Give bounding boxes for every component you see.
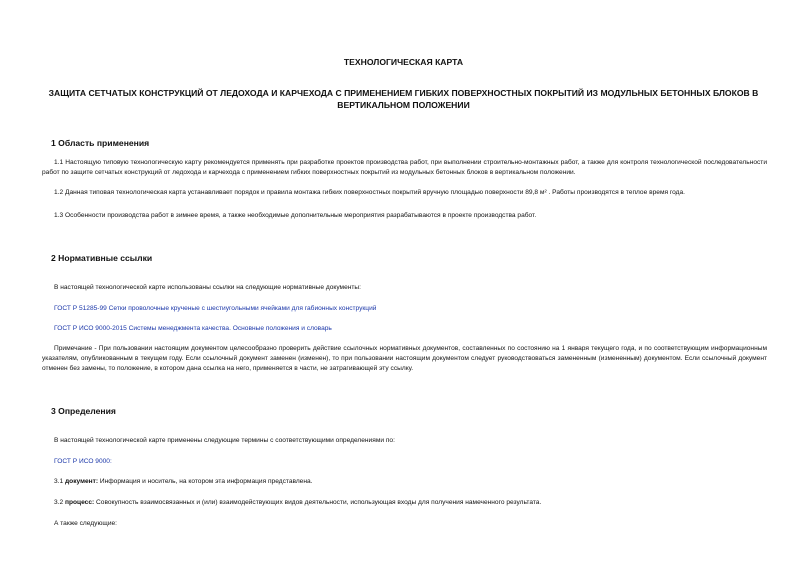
section-3-intro: В настоящей технологической карте применены следующие термины с соответствующими определениями по: [54, 437, 395, 444]
section-1-paragraph-3: 1.3 Особенности производства работ в зимнее время, а также необходимые дополнительные мероприятия разрабатываются в проекте производства работ. [54, 212, 537, 219]
reference-link-gost-iso-9000[interactable]: ГОСТ Р ИСО 9000: [54, 458, 112, 465]
definition-3-2 [54, 498, 767, 508]
reference-link-gost-51285[interactable]: ГОСТ Р 51285-99 Сетки проволочные крученые с шестиугольными ячейками для габионных конструкций [54, 305, 377, 312]
section-1-paragraph-2: 1.2 Данная типовая технологическая карта устанавливает порядок и правила монтажа гибких поверхностных покрытий вручную площадью поверхности 89,8 м² . Работы производятся в теплое время года. [54, 189, 686, 196]
definition-number: 3.1 [54, 478, 65, 485]
section-3-heading: 3 Определения [51, 406, 116, 416]
doc-title: ТЕХНОЛОГИЧЕСКАЯ КАРТА [343, 57, 464, 67]
section-2-note: Примечание - При пользовании настоящим документом целесообразно проверить действие ссылочных нормативных документов, составленных по состоянию на 1 января текущего года, и по соответствующим информационным указателям, опубликованным в текущем году. Если ссылочный документ заменен (изменен), то при пользовании настоящим документом следует руководствоваться замененным (измененным) документом. Если ссылочный документ отменен без замены, то положение, в котором дана ссылка на него, применяется в части, не затрагивающей эту ссылку. [42, 345, 767, 372]
section-1-paragraph-1: 1.1 Настоящую типовую технологическую карту рекомендуется применять при разработке проектов производства работ, при выполнении строительно-монтажных работ, а также для контроля технологической последовательности работ по защите сетчатых конструкций от ледохода и карчехода с применением гибких поверхностных покрытий из модульных бетонных блоков в вертикальном положении. [42, 159, 767, 176]
definition-number: 3.2 [54, 499, 65, 506]
definition-3-1 [54, 477, 767, 487]
section-1-heading: 1 Область применения [51, 138, 150, 148]
reference-link-gost-iso-9000-2015[interactable]: ГОСТ Р ИСО 9000-2015 Системы менеджмента качества. Основные положения и словарь [54, 325, 332, 332]
definition-text: Информация и носитель, на котором эта информация представлена. [98, 478, 313, 485]
definition-term: документ: [65, 478, 99, 485]
section-3-also: А также следующие: [54, 520, 118, 527]
definition-term: процесс: [65, 499, 95, 506]
doc-subtitle: ЗАЩИТА СЕТЧАТЫХ КОНСТРУКЦИЙ ОТ ЛЕДОХОДА И КАРЧЕХОДА С ПРИМЕНЕНИЕМ ГИБКИХ ПОВЕРХНОСТНЫХ ПОКРЫТИЙ ИЗ МОДУЛЬНЫХ БЕТОННЫХ БЛОКОВ В ВЕРТИКАЛЬНОМ ПОЛОЖЕНИИ [48, 88, 759, 110]
definition-text: Совокупность взаимосвязанных и (или) взаимодействующих видов деятельности, использующая входы для получения намеченного результата. [94, 499, 542, 506]
section-2-heading: 2 Нормативные ссылки [51, 253, 153, 263]
section-2-intro: В настоящей технологической карте использованы ссылки на следующие нормативные документы: [54, 284, 361, 291]
